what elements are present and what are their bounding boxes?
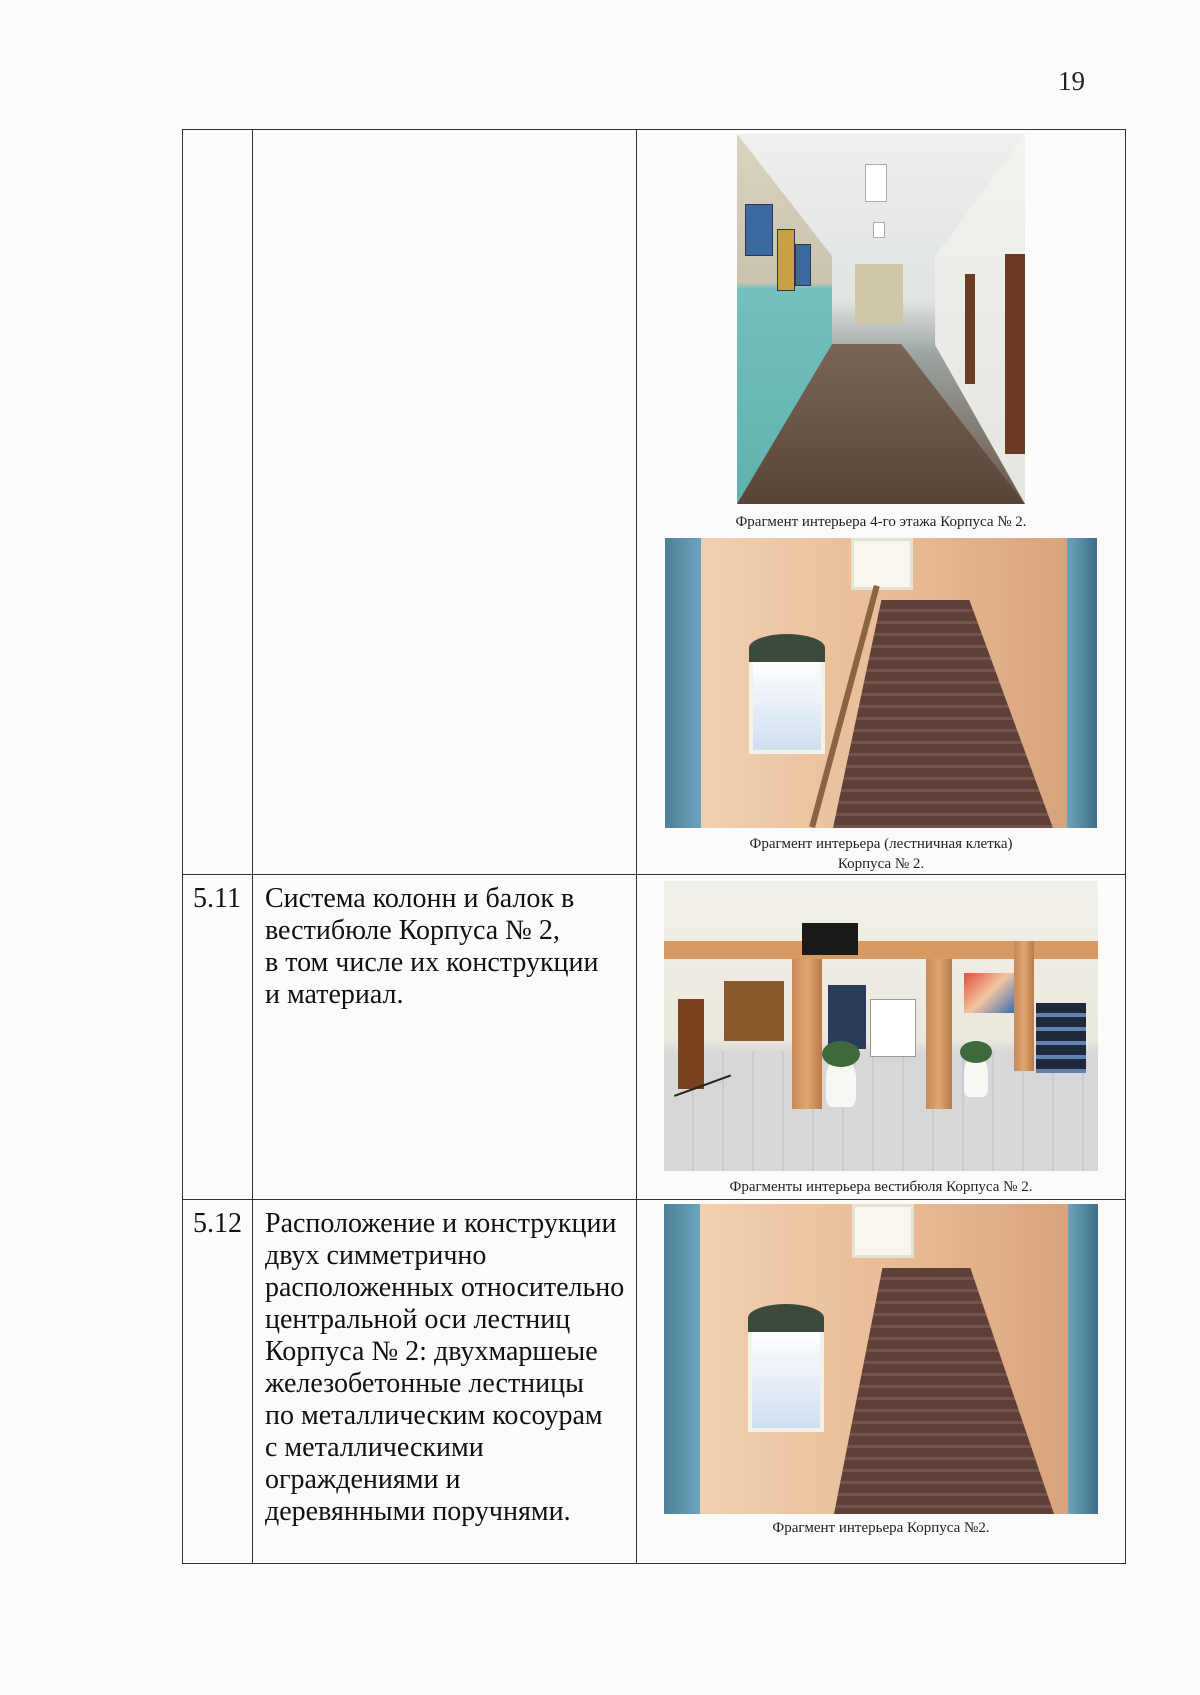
- text-line: Система колонн и балок в: [265, 883, 575, 914]
- text-line: ограждениями и: [265, 1464, 461, 1495]
- table-row: [183, 130, 1126, 875]
- row-photos-cell: [637, 1200, 1126, 1564]
- staircase-photo: [665, 538, 1097, 828]
- text-line: центральной оси лестниц: [265, 1304, 571, 1335]
- text-line: расположенных относительно: [265, 1272, 625, 1303]
- table-row: [183, 875, 1126, 1200]
- row-photos-cell: [637, 130, 1126, 875]
- lobby-photo: [664, 881, 1098, 1171]
- text-line: деревянными поручнями.: [265, 1496, 571, 1527]
- page-number: 19: [1058, 66, 1085, 96]
- row-text-cell: [253, 1200, 637, 1564]
- text-line: двух симметрично: [265, 1240, 487, 1271]
- row-number-cell: 5.12: [183, 1200, 253, 1564]
- specification-table: [182, 129, 1126, 1564]
- text-line: Расположение и конструкции: [265, 1208, 617, 1239]
- caption-line: Фрагмент интерьера (лестничная клетка): [749, 836, 1013, 852]
- row-text-cell: [253, 875, 637, 1200]
- photo-caption: Фрагменты интерьера вестибюля Корпуса № 2.: [729, 1179, 1033, 1195]
- text-line: по металлическим косоурам: [265, 1400, 603, 1431]
- text-line: в том числе их конструкции: [265, 947, 599, 978]
- table-row: [183, 1200, 1126, 1564]
- corridor-photo: [737, 134, 1025, 504]
- text-line: и материал.: [265, 979, 404, 1010]
- row-number-cell: 5.11: [183, 875, 253, 1200]
- photo-caption: [637, 834, 1125, 874]
- caption-line: Корпуса № 2.: [837, 856, 925, 872]
- text-line: с металлическими: [265, 1432, 484, 1463]
- row-text-cell: [253, 130, 637, 875]
- photo-caption: Фрагмент интерьера Корпуса №2.: [772, 1520, 990, 1536]
- row-photos-cell: [637, 875, 1126, 1200]
- staircase-photo: [664, 1204, 1098, 1514]
- text-line: Корпуса № 2: двухмаршеые: [265, 1336, 598, 1367]
- photo-caption: Фрагмент интерьера 4-го этажа Корпуса № 2.: [735, 514, 1027, 530]
- row-number-cell: [183, 130, 253, 875]
- text-line: вестибюле Корпуса № 2,: [265, 915, 560, 946]
- text-line: железобетонные лестницы: [265, 1368, 584, 1399]
